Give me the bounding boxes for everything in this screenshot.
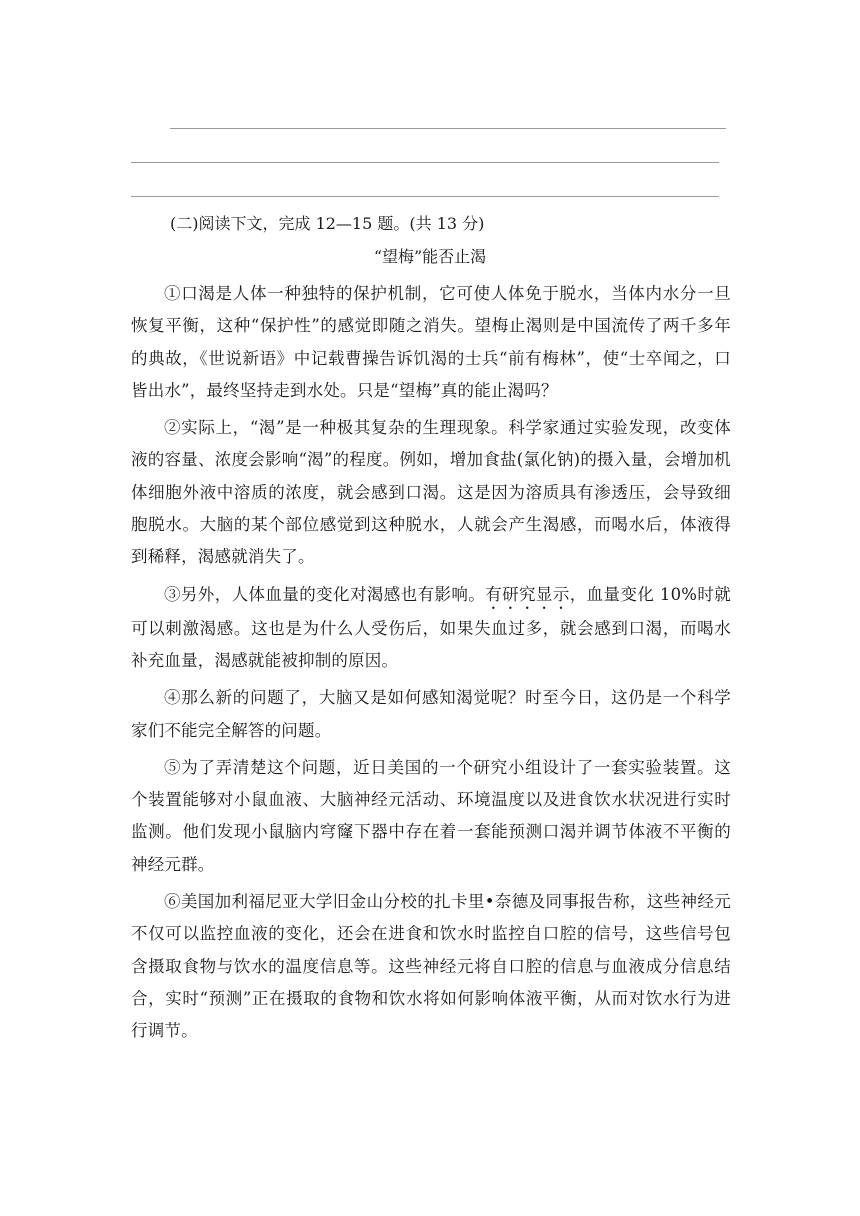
paragraph-6: ⑥美国加利福尼亚大学旧金山分校的扎卡里•奈德及同事报告称，这些神经元不仅可以监控血液的变化，还会在进食和饮水时监控自口腔的信号，这些信号包含摄取食物与饮水的温度信息等。这些神经元将自口腔的信息与血液成分信息结合，实时“预测”正在摄取的食物和饮水将如何影响体液平衡，从而对饮水行为进行调节。 — [131, 892, 731, 1041]
article-title: “望梅”能否止渴 — [373, 247, 487, 266]
paragraph-5: ⑤为了弄清楚这个问题，近日美国的一个研究小组设计了一套实验装置。这个装置能够对小鼠血液、大脑神经元活动、环境温度以及进食饮水状况进行实时监测。他们发现小鼠脑内穹窿下器中存在着一套能预测口渴并调节体液不平衡的神经元群。 — [131, 757, 731, 874]
answer-line — [131, 162, 719, 163]
paragraph-2: ②实际上，“渴”是一种极其复杂的生理现象。科学家通过实验发现，改变体液的容量、浓度会影响“渴”的程度。例如，增加食盐(氯化钠)的摄入量，会增加机体细胞外液中溶质的浓度，就会感到口渴。这是因为溶质具有渗透压，会导致细胞脱水。大脑的某个部位感觉到这种脱水，人就会产生渴感，而喝水后，体液得到稀释，渴感就消失了。 — [131, 418, 731, 567]
emphasized-phrase: 有研究显示 — [485, 584, 570, 604]
section-instructions: (二)阅读下文，完成 12—15 题。(共 13 分) — [170, 214, 485, 233]
article-body — [131, 278, 731, 1053]
answer-line — [170, 128, 726, 129]
paragraph-3: ③另外，人体血量的变化对渴感也有影响。有研究显示，血量变化 10%时就可以刺激渴感。这也是为什么人受伤后，如果失血过多，就会感到口渴，而喝水补充血量，渴感就能被抑制的原因。 — [131, 584, 731, 670]
paragraph-1: ①口渴是人体一种独特的保护机制，它可使人体免于脱水，当体内水分一旦恢复平衡，这种“保护性”的感觉即随之消失。望梅止渴则是中国流传了两千多年的典故，《世说新语》中记载曹操告诉饥渴的士兵“前有梅林”，使“士卒闻之，口皆出水”，最终坚持走到水处。只是“望梅”真的能止渴吗？ — [131, 284, 731, 400]
paragraph-4: ④那么新的问题了，大脑又是如何感知渴觉呢？时至今日，这仍是一个科学家们不能完全解答的问题。 — [131, 688, 731, 740]
answer-line — [131, 196, 719, 197]
